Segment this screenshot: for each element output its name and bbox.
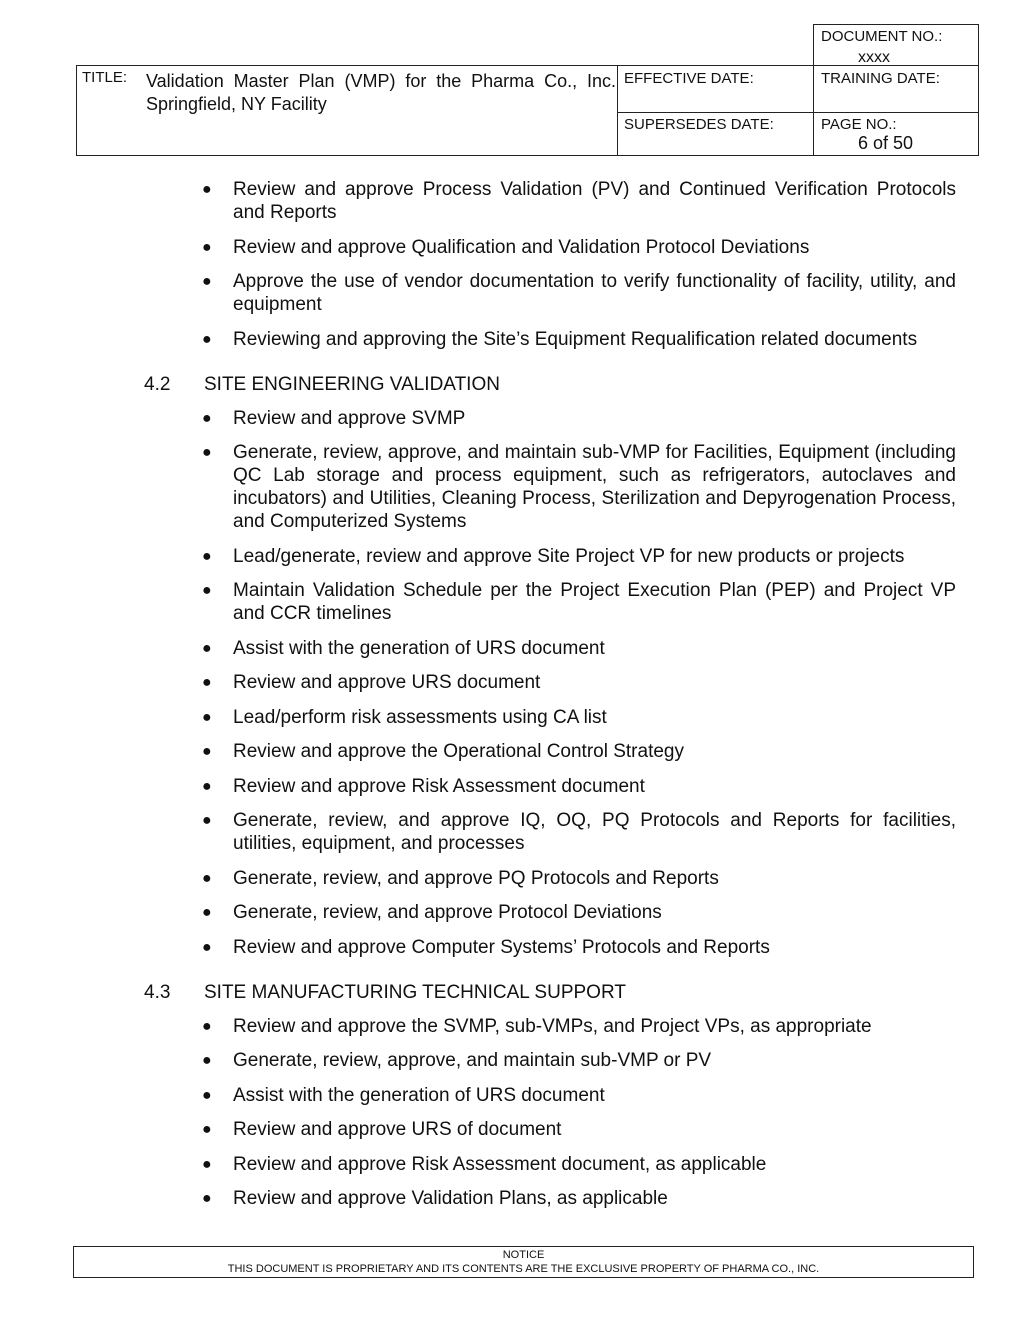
bullet-icon: ● [202, 1086, 212, 1104]
section-4-3-bullet-list [0, 1015, 1024, 1211]
list-item-text: Review and approve the SVMP, sub-VMPs, and Project VPs, as appropriate [233, 1015, 872, 1037]
list-item [202, 1187, 956, 1210]
list-item-text: Generate, review, approve, and maintain sub-VMP for Facilities, Equipment (including QC Lab storage and process equipment, such as refrigerators, autoclaves and incubators) and Utilities, Cleaning Process, Sterilization and Depyrogenation Process, and Computerized Systems [233, 442, 956, 532]
section-title: SITE ENGINEERING VALIDATION [204, 373, 500, 395]
list-item [202, 1049, 956, 1072]
list-item [202, 1015, 956, 1038]
supersedes-date-label: SUPERSEDES DATE: [624, 116, 774, 133]
list-item [202, 1118, 956, 1141]
bullet-icon: ● [202, 639, 212, 657]
list-item-text: Assist with the generation of URS document [233, 637, 605, 659]
list-item-text: Review and approve SVMP [233, 407, 466, 429]
notice-title: NOTICE [502, 1249, 545, 1261]
page-no-cell [813, 112, 979, 156]
list-item [202, 1153, 956, 1176]
bullet-icon: ● [202, 582, 212, 599]
bullet-icon: ● [202, 869, 212, 887]
bullet-icon: ● [202, 708, 212, 726]
list-item [202, 637, 956, 660]
effective-date-label: EFFECTIVE DATE: [624, 70, 754, 87]
effective-date-cell [617, 65, 814, 113]
bullet-icon: ● [202, 444, 212, 461]
section-number: 4.3 [144, 981, 171, 1003]
list-item-text: Generate, review, and approve Protocol Deviations [233, 902, 662, 923]
notice-text: THIS DOCUMENT IS PROPRIETARY AND ITS CONTENTS ARE THE EXCLUSIVE PROPERTY OF PHARMA CO., INC. [227, 1263, 820, 1275]
bullet-icon: ● [202, 777, 212, 795]
bullet-icon: ● [202, 330, 212, 348]
list-item [202, 1084, 956, 1107]
section-heading-4-3 [0, 981, 1024, 1004]
document-title: Validation Master Plan (VMP) for the Pharma Co., Inc. Springfield, NY Facility [146, 71, 616, 114]
list-item [202, 706, 956, 729]
list-item-text: Review and approve URS of document [233, 1119, 562, 1140]
list-item-text: Review and approve Validation Plans, as applicable [233, 1188, 668, 1209]
proprietary-notice [73, 1246, 974, 1278]
document-no-label: DOCUMENT NO.: [821, 28, 943, 45]
bullet-icon: ● [202, 238, 212, 256]
list-item-text: Review and approve Risk Assessment document, as applicable [233, 1153, 767, 1175]
bullet-icon: ● [202, 674, 212, 691]
training-date-cell [813, 65, 979, 113]
list-item [202, 545, 956, 568]
list-item-text: Review and approve URS document [233, 672, 541, 693]
list-item-text: Maintain Validation Schedule per the Project Execution Plan (PEP) and Project VP and CCR timelines [233, 580, 956, 624]
list-item [202, 441, 956, 533]
list-item [202, 270, 956, 316]
bullet-icon: ● [202, 1190, 212, 1207]
bullet-icon: ● [202, 743, 212, 760]
training-date-label: TRAINING DATE: [821, 70, 940, 87]
supersedes-date-cell [617, 112, 814, 156]
bullet-icon: ● [202, 1121, 212, 1138]
bullet-icon: ● [202, 1155, 212, 1173]
title-label: TITLE: [82, 69, 128, 86]
list-item [202, 579, 956, 625]
section-heading-4-2 [0, 373, 1024, 396]
list-item [202, 775, 956, 798]
list-item [202, 236, 956, 259]
list-item-text: Review and approve Qualification and Validation Protocol Deviations [233, 236, 810, 258]
list-item [202, 740, 956, 763]
list-item-text: Lead/perform risk assessments using CA list [233, 706, 607, 728]
list-item [202, 936, 956, 959]
bullet-icon: ● [202, 273, 212, 290]
bullet-icon: ● [202, 1052, 212, 1069]
list-item-text: Approve the use of vendor documentation to verify functionality of facility, utility, and equipment [233, 271, 956, 315]
intro-bullet-list [0, 178, 1024, 351]
document-no-cell [813, 24, 979, 66]
list-item-text: Review and approve the Operational Control Strategy [233, 741, 684, 762]
bullet-icon: ● [202, 812, 212, 829]
bullet-icon: ● [202, 904, 212, 921]
list-item [202, 809, 956, 855]
section-title: SITE MANUFACTURING TECHNICAL SUPPORT [204, 981, 626, 1003]
document-body [0, 178, 1024, 1222]
list-item-text: Review and approve Computer Systems’ Protocols and Reports [233, 936, 770, 958]
list-item [202, 867, 956, 890]
document-no-value: xxxx [858, 49, 890, 66]
list-item-text: Lead/generate, review and approve Site Project VP for new products or projects [233, 545, 905, 567]
page-no-label: PAGE NO.: [821, 116, 897, 133]
section-4-2-bullet-list [0, 407, 1024, 959]
list-item [202, 671, 956, 694]
bullet-icon: ● [202, 409, 212, 427]
section-number: 4.2 [144, 373, 171, 395]
page-no-value: 6 of 50 [858, 133, 914, 153]
list-item-text: Review and approve Process Validation (PV) and Continued Verification Protocols and Reports [233, 179, 956, 223]
list-item-text: Review and approve Risk Assessment document [233, 775, 645, 797]
list-item-text: Assist with the generation of URS document [233, 1084, 605, 1106]
list-item [202, 407, 956, 430]
list-item-text: Generate, review, and approve PQ Protocols and Reports [233, 867, 719, 889]
list-item-text: Generate, review, and approve IQ, OQ, PQ Protocols and Reports for facilities, utilities, equipment, and processes [233, 810, 956, 854]
list-item [202, 328, 956, 351]
bullet-icon: ● [202, 181, 212, 198]
list-item [202, 901, 956, 924]
list-item [202, 178, 956, 224]
bullet-icon: ● [202, 938, 212, 956]
bullet-icon: ● [202, 1017, 212, 1035]
bullet-icon: ● [202, 547, 212, 565]
list-item-text: Reviewing and approving the Site’s Equipment Requalification related documents [233, 328, 918, 350]
list-item-text: Generate, review, approve, and maintain sub-VMP or PV [233, 1050, 712, 1071]
